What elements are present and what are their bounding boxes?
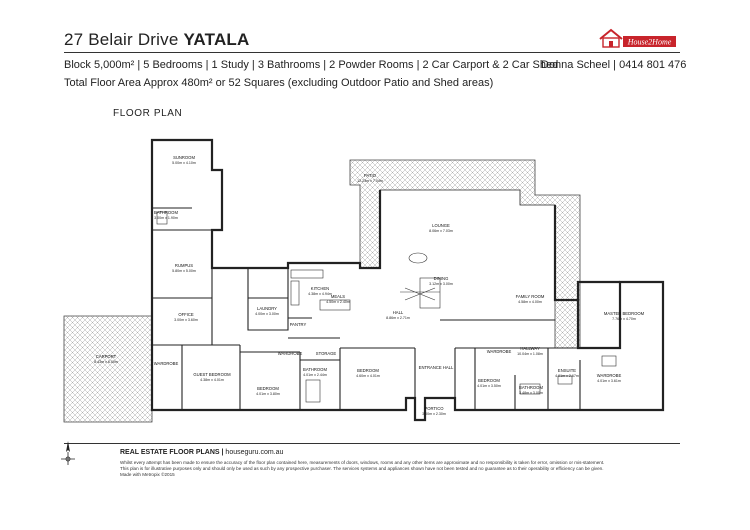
room-name: GUEST BEDROOM	[193, 372, 231, 377]
room-name: PATIO	[364, 173, 376, 178]
suburb-name: YATALA	[183, 30, 250, 49]
room-dims: 4.60m x 4.01m	[356, 374, 380, 378]
room-name: PANTRY	[289, 322, 307, 327]
disclaimer-line: Made with Metropix ©2015	[120, 472, 175, 477]
room-dims: 3.12m x 3.00m	[429, 282, 453, 286]
room-dims: 10.04m x 1.08m	[517, 352, 543, 356]
room-dims: 4.01m x 2.44m	[303, 373, 327, 377]
room-dims: 3.00m x 3.60m	[174, 318, 198, 322]
agent-contact: Donna Scheel | 0414 801 476	[541, 59, 687, 71]
room-name: STORAGE	[315, 351, 337, 356]
property-specs: Block 5,000m² | 5 Bedrooms | 1 Study | 3 Bathrooms | 2 Powder Rooms | 2 Car Carport & 2 Car Shed	[64, 59, 559, 71]
disclaimer	[120, 460, 620, 478]
room-name: ENTRANCE HALL	[418, 365, 454, 370]
room-name: WARDROBE	[486, 349, 512, 354]
room-dims: 7.76m x 4.70m	[612, 317, 636, 321]
room-name: BEDROOM	[478, 378, 500, 383]
room-name: PORTICO	[424, 406, 444, 411]
room-dims: 4.50m x 2.40m	[326, 300, 350, 304]
room-name: WARDROBE	[277, 351, 303, 356]
room-dims: 4.01m x 3.80m	[256, 392, 280, 396]
room-dims: 4.01m x 3.61m	[597, 379, 621, 383]
room-dims: 4.01m x 2.67m	[555, 374, 579, 378]
room-name: LAUNDRY	[257, 306, 277, 311]
room-name: FAMILY ROOM	[515, 294, 545, 299]
room-name: BEDROOM	[257, 386, 279, 391]
floor-area: Total Floor Area Approx 480m² or 52 Squares (excluding Outdoor Patio and Shed areas)	[64, 77, 494, 89]
footer-rule	[64, 443, 680, 444]
room-name: MASTER BEDROOM	[603, 311, 645, 316]
room-name: BEDROOM	[357, 368, 379, 373]
room-dims: 8.43m x 6.00m	[94, 360, 118, 364]
room-name: RUMPUS	[174, 263, 194, 268]
floor-plan-label: FLOOR PLAN	[113, 108, 183, 119]
room-dims: 5.80m x 5.00m	[172, 269, 196, 273]
footer-brand	[120, 449, 283, 456]
carport-area	[64, 316, 152, 422]
room-dims: 4.38m x 4.94m	[308, 292, 332, 296]
room-dims: 3.48m x 3.00m	[519, 391, 543, 395]
brand-text: REAL ESTATE FLOOR PLANS |	[120, 449, 226, 456]
room-dims: 5.00m x 4.10m	[172, 161, 196, 165]
room-name: DINING	[433, 276, 449, 281]
disclaimer-line: This plan is for illustrative purposes only and should only be used as such by any prospective purchaser. The services systems and appliances shown have not been tested and no guarantee as to their operability or efficiency can be given.	[120, 466, 604, 471]
room-name: OFFICE	[178, 312, 194, 317]
room-name: HALLWAY	[520, 346, 540, 351]
room-name: WARDROBE	[596, 373, 622, 378]
room-dims: 8.86m x 2.71m	[386, 316, 410, 320]
room-name: MEALS	[330, 294, 346, 299]
room-dims: 8.06m x 7.03m	[429, 229, 453, 233]
room-name: WARDROBE	[153, 361, 179, 366]
room-name: LOUNGE	[432, 223, 450, 228]
brand-url: houseguru.com.au	[225, 449, 284, 456]
room-name: BATHROOM	[303, 367, 327, 372]
room-dims: 4.00m x 3.00m	[255, 312, 279, 316]
logo-wordmark: House2Home	[627, 37, 672, 47]
room-dims: 4.58m x 4.00m	[518, 300, 542, 304]
room-name: HALL	[392, 310, 404, 315]
room-name: BATHROOM	[519, 385, 543, 390]
room-name: CARPORT	[95, 354, 117, 359]
room-name: ENSUITE	[557, 368, 577, 373]
street-address: 27 Belair Drive	[64, 30, 179, 49]
room-name: SUNROOM	[173, 155, 195, 160]
room-name: BATHROOM	[154, 210, 178, 215]
room-name: KITCHEN	[310, 286, 330, 291]
room-dims: 4.38m x 4.01m	[200, 378, 224, 382]
disclaimer-line: Whilst every attempt has been made to ensure the accuracy of the floor plan contained here, measurements of doors, windows, rooms and any other items are approximate and no responsibility is taken for error, omission or mis-statement.	[120, 460, 605, 465]
room-dims: 4.01m x 3.50m	[477, 384, 501, 388]
compass-icon	[58, 440, 78, 466]
room-dims: 3.00m x 2.30m	[422, 412, 446, 416]
room-dims: 3.00m x 1.90m	[154, 216, 178, 220]
room-dims: 12.23m x 7.04m	[357, 179, 383, 183]
